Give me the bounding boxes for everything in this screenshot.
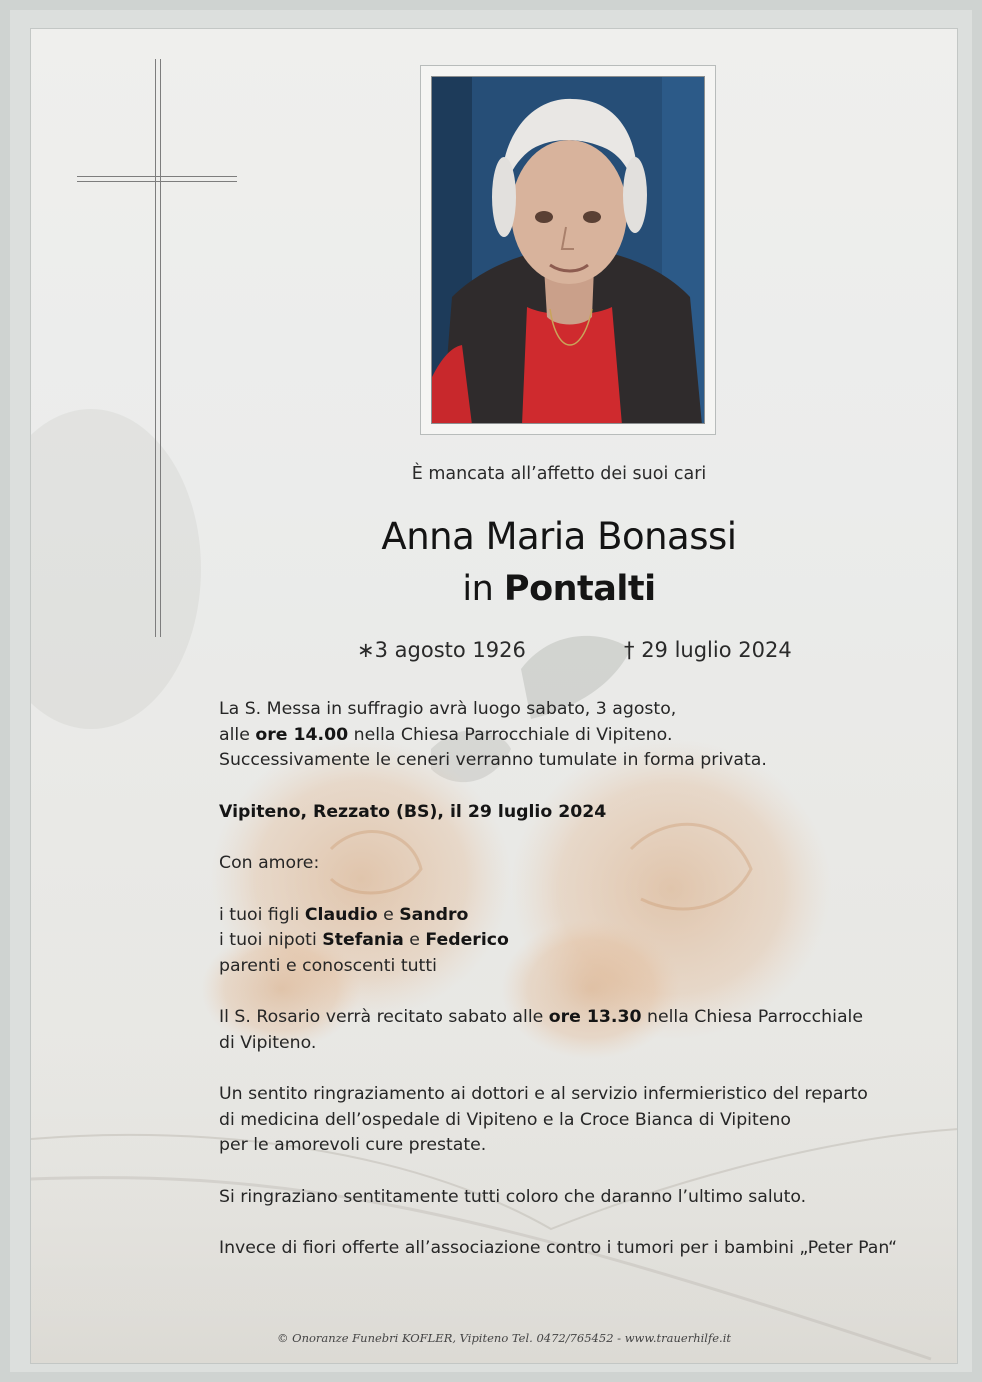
rosary-pre: Il S. Rosario verrà recitato sabato alle	[219, 1007, 549, 1027]
thanks-line-3: per le amorevoli cure prestate.	[219, 1135, 487, 1155]
death-date-line	[624, 638, 792, 662]
grandchild-name: Federico	[425, 930, 509, 950]
intro-text: È mancata all’affetto dei suoi cari	[411, 464, 707, 484]
rosary-post: nella Chiesa Parrocchiale	[641, 1007, 863, 1027]
thanks-line-1: Un sentito ringraziamento ai dottori e al servizio infermieristico del reparto	[219, 1084, 868, 1104]
relatives-line: parenti e conoscenti tutti	[219, 955, 437, 976]
cross-horizontal-line	[77, 176, 237, 177]
children-pre: i tuoi figli	[219, 904, 305, 925]
death-symbol: †	[624, 638, 635, 662]
mass-line-2-post: nella Chiesa Parrocchiale di Vipiteno.	[348, 724, 673, 745]
conjunction: e	[403, 930, 426, 950]
cross-horizontal-line	[77, 181, 237, 182]
child-name: Sandro	[399, 904, 469, 925]
grandchildren-line	[219, 928, 949, 954]
portrait-mount	[420, 65, 716, 435]
rosary-time: ore 13.30	[548, 1007, 642, 1027]
farewell-line: Si ringraziano sentitamente tutti coloro che daranno l’ultimo saluto.	[219, 1186, 807, 1207]
children-line	[219, 903, 949, 929]
place-date	[219, 800, 949, 826]
mass-line-2	[219, 723, 949, 749]
mass-line-1: La S. Messa in suffragio avrà luogo sabato, 3 agosto,	[219, 699, 677, 719]
birth-date-line	[357, 638, 526, 662]
mass-line-3: Successivamente le ceneri verranno tumulate in forma privata.	[219, 750, 767, 770]
grandchild-name: Stefania	[322, 930, 404, 950]
thanks-line-2: di medicina dell’ospedale di Vipiteno e la Croce Bianca di Vipiteno	[219, 1109, 791, 1130]
birth-symbol: ∗	[357, 638, 375, 662]
notice-body	[219, 697, 949, 1262]
portrait-illustration	[432, 77, 705, 424]
rosary-line-2: di Vipiteno.	[219, 1032, 317, 1053]
rosary-line-1	[219, 1005, 949, 1031]
love-heading: Con amore:	[219, 853, 320, 873]
portrait-photo	[431, 76, 705, 424]
death-date: 29 luglio 2024	[641, 638, 792, 662]
place-date-text: Vipiteno, Rezzato (BS), il 29 luglio 2024	[219, 801, 607, 822]
mass-time: ore 14.00	[255, 724, 349, 745]
deceased-name: Anna Maria Bonassi	[381, 515, 737, 558]
obituary-page	[30, 28, 958, 1364]
married-name-prefix: in	[462, 569, 494, 609]
grandchildren-pre: i tuoi nipoti	[219, 930, 323, 950]
donation-line: Invece di fiori offerte all’associazione contro i tumori per i bambini „Peter Pan“	[219, 1238, 898, 1258]
birth-date: 3 agosto 1926	[374, 638, 526, 662]
mass-line-2-pre: alle	[219, 724, 256, 745]
conjunction: e	[377, 904, 400, 925]
funeral-home-footer: © Onoranze Funebri KOFLER, Vipiteno Tel. 0472/765452 - www.trauerhilfe.it	[276, 1331, 731, 1345]
child-name: Claudio	[304, 904, 378, 925]
married-name: Pontalti	[503, 569, 656, 609]
married-name-line	[31, 569, 957, 609]
